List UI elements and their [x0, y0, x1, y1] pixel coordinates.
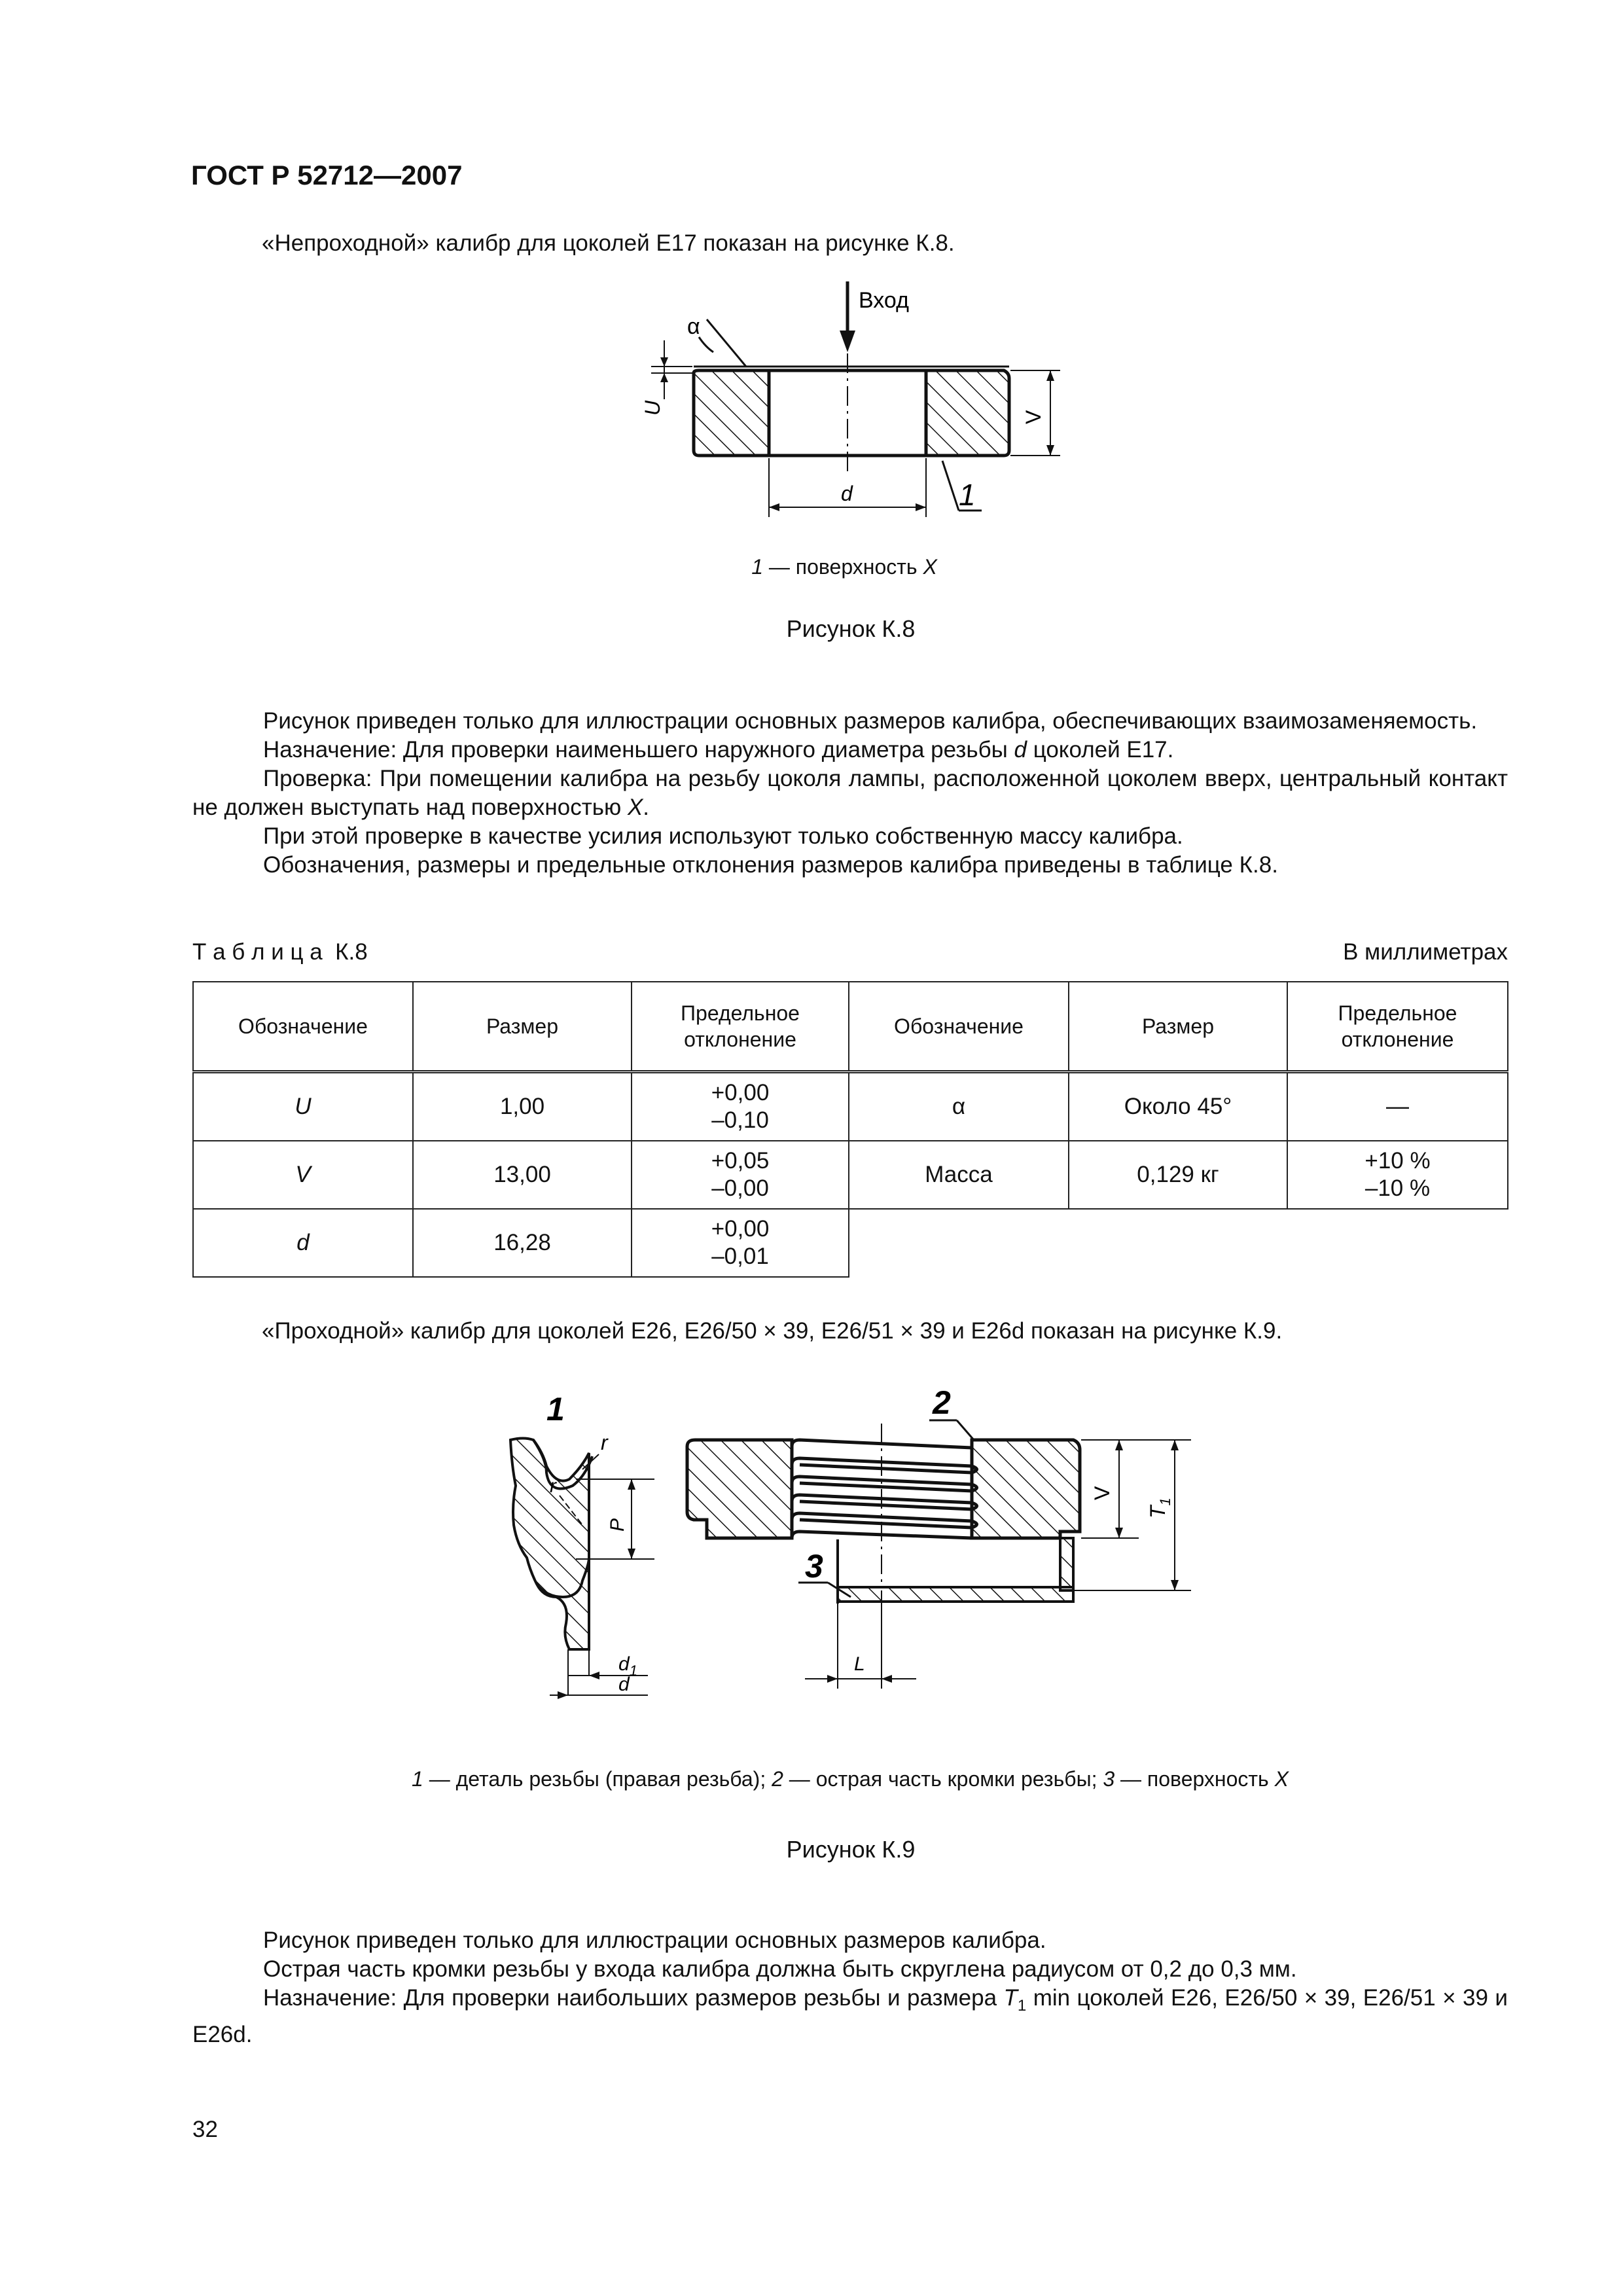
para-k9-2: Острая часть кромки резьбы у входа калибра должна быть скруглена радиусом от 0,2 до 0,3 мм. — [263, 1956, 1297, 1982]
label-V: V — [1022, 410, 1045, 424]
para-k8-3: Проверка: При помещении калибра на резьбу цоколя лампы, расположенной цоколем вверх, центральный контакт не должен выступать над поверхностью X. — [192, 766, 1508, 820]
th-designation: Обозначение — [193, 982, 413, 1072]
cell-deviation: +0,00 –0,10 — [632, 1072, 849, 1141]
cell-deviation: +0,00 –0,01 — [632, 1209, 849, 1277]
label-r-outer: r — [601, 1431, 608, 1454]
th-deviation: Предельное отклонение — [632, 982, 849, 1072]
table-k8-units: В миллиметрах — [1343, 939, 1508, 965]
cell-symbol-2: α — [849, 1072, 1069, 1141]
text-k9-block — [192, 1926, 1508, 2049]
th-deviation-2: Предельное отклонение — [1287, 982, 1508, 1072]
th-size: Размер — [413, 982, 632, 1072]
th-size-2: Размер — [1069, 982, 1287, 1072]
figure-k9-drawing — [484, 1388, 1217, 1721]
gauge-right-wall — [972, 1440, 1080, 1538]
figure-k8-title: Рисунок К.8 — [786, 615, 916, 642]
th-designation-2: Обозначение — [849, 982, 1069, 1072]
label-alpha: α — [687, 314, 700, 339]
gauge-right-section — [926, 370, 1009, 456]
table-row — [193, 1141, 1508, 1209]
cell-size-2: Около 45° — [1069, 1072, 1287, 1141]
entry-arrow-icon — [840, 331, 855, 352]
figure-k8-drawing — [615, 275, 1073, 537]
figure-k9-legend: 1 — деталь резьбы (правая резьба); 2 — острая часть кромки резьбы; 3 — поверхность X — [412, 1767, 1289, 1791]
cell-symbol: U — [193, 1072, 413, 1141]
para-k9-3: Назначение: Для проверки наибольших размеров резьбы и размера $T_1$ min цоколей Е26, Е26/50 × 39, Е26/51 × 39 и Е26d. — [192, 1985, 1508, 2047]
cell-symbol: V — [193, 1141, 413, 1209]
label-k9-V: V — [1090, 1486, 1114, 1500]
cell-size: 16,28 — [413, 1209, 632, 1277]
label-d1: $d_1$ — [618, 1653, 637, 1679]
label-P: P — [607, 1518, 628, 1532]
document-id: ГОСТ Р 52712—2007 — [191, 160, 463, 190]
label-k9-2: 2 — [933, 1388, 951, 1421]
cell-deviation-2: — — [1287, 1072, 1508, 1141]
table-k8-caption: Т а б л и ц а К.8 — [192, 939, 368, 965]
label-k9-1: 1 — [546, 1391, 565, 1427]
label-r-inner: r — [550, 1475, 556, 1497]
label-L: L — [854, 1653, 865, 1675]
gauge-bottom-plate — [838, 1538, 1073, 1590]
gauge-left-wall — [687, 1440, 792, 1538]
intro-k9: «Проходной» калибр для цоколей Е26, Е26/50 × 39, Е26/51 × 39 и Е26d показан на рисунке К.9. — [262, 1318, 1283, 1344]
label-T1: $T_1$ — [1146, 1498, 1173, 1518]
para-k8-2: Назначение: Для проверки наименьшего наружного диаметра резьбы d цоколей Е17. — [263, 737, 1174, 762]
cell-symbol-2: Масса — [849, 1141, 1069, 1209]
table-row — [193, 1209, 1508, 1277]
label-1: 1 — [959, 478, 976, 512]
cell-symbol: d — [193, 1209, 413, 1277]
thread-detail-section — [510, 1439, 589, 1650]
label-k9-3: 3 — [805, 1548, 823, 1585]
figure-k9-title: Рисунок К.9 — [786, 1836, 916, 1863]
para-k9-1: Рисунок приведен только для иллюстрации основных размеров калибра. — [263, 1928, 1046, 1953]
label-d: d — [841, 482, 853, 505]
para-k8-4: При этой проверке в качестве усилия используют только собственную массу калибра. — [263, 823, 1183, 849]
figure-k8-legend: 1 — поверхность X — [751, 555, 937, 579]
cell-size-2: 0,129 кг — [1069, 1141, 1287, 1209]
intro-k8: «Непроходной» калибр для цоколей Е17 показан на рисунке К.8. — [262, 230, 955, 256]
entry-label: Вход — [859, 288, 909, 313]
table-header-row — [193, 982, 1508, 1072]
label-U: U — [641, 400, 664, 416]
page-number: 32 — [192, 2117, 218, 2142]
table-k8 — [192, 981, 1508, 1278]
thread-coils — [792, 1440, 977, 1538]
cell-size: 13,00 — [413, 1141, 632, 1209]
label-d: d — [618, 1674, 630, 1695]
para-k8-1: Рисунок приведен только для иллюстрации основных размеров калибра, обеспечивающих взаимозаменяемость. — [263, 708, 1478, 734]
table-row — [193, 1072, 1508, 1141]
para-k8-5: Обозначения, размеры и предельные отклонения размеров калибра приведены в таблице К.8. — [263, 852, 1278, 878]
gauge-left-section — [694, 370, 769, 456]
cell-size: 1,00 — [413, 1072, 632, 1141]
text-k8-block — [192, 707, 1508, 880]
cell-deviation: +0,05 –0,00 — [632, 1141, 849, 1209]
cell-deviation-2: +10 % –10 % — [1287, 1141, 1508, 1209]
